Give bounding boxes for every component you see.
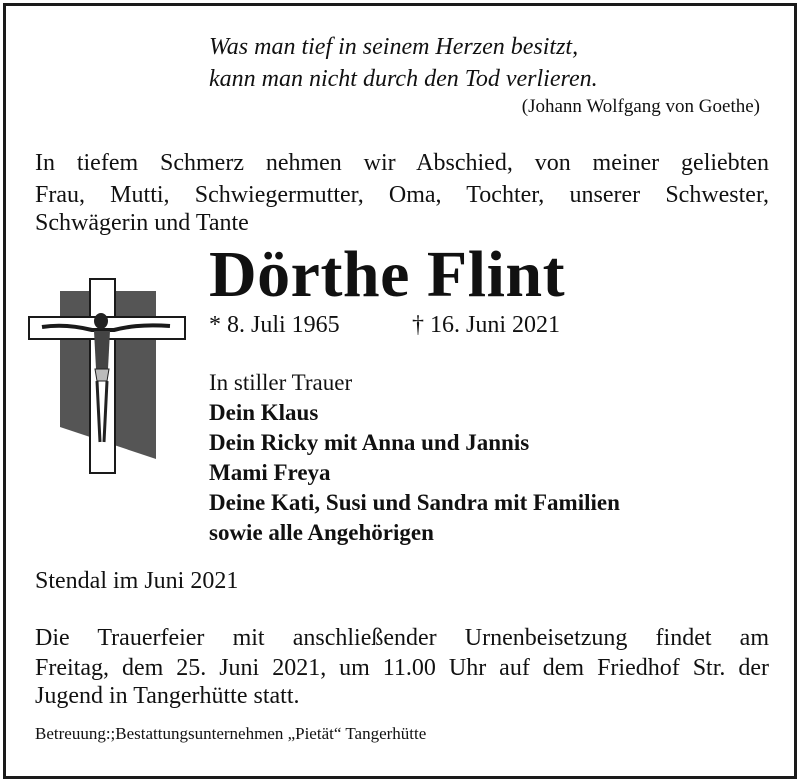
intro-line-1: In tiefem Schmerz nehmen wir Abschied, von meiner geliebten [35, 150, 769, 176]
mourner-4: Deine Kati, Susi und Sandra mit Familien [209, 490, 620, 515]
crucifix-icon [28, 277, 190, 475]
mourner-2: Dein Ricky mit Anna und Jannis [209, 430, 530, 455]
death-date: † 16. Juni 2021 [412, 312, 561, 338]
place-date: Stendal im Juni 2021 [35, 568, 239, 594]
mourners-heading: In stiller Trauer [209, 370, 353, 395]
quote-line-1: Was man tief in seinem Herzen besitzt, [209, 34, 579, 60]
funeral-home-note: Betreuung:;Bestattungsunternehmen „Pietät“ Tangerhütte [35, 724, 427, 743]
mourner-3: Mami Freya [209, 460, 331, 485]
quote-line-2: kann man nicht durch den Tod verlieren. [209, 66, 598, 92]
ceremony-line-1: Die Trauerfeier mit anschließender Urnenbeisetzung findet am [35, 625, 769, 651]
mourner-1: Dein Klaus [209, 400, 319, 425]
intro-line-2: Frau, Mutti, Schwiegermutter, Oma, Tochter, unserer Schwester, [35, 182, 769, 208]
birth-date: * 8. Juli 1965 [209, 312, 340, 338]
ceremony-line-3: Jugend in Tangerhütte statt. [35, 683, 300, 709]
intro-line-3: Schwägerin und Tante [35, 210, 249, 236]
quote-author: (Johann Wolfgang von Goethe) [521, 96, 760, 117]
mourner-5: sowie alle Angehörigen [209, 520, 434, 545]
deceased-name: Dörthe Flint [209, 238, 566, 311]
ceremony-line-2: Freitag, dem 25. Juni 2021, um 11.00 Uhr auf dem Friedhof Str. der [35, 655, 769, 681]
